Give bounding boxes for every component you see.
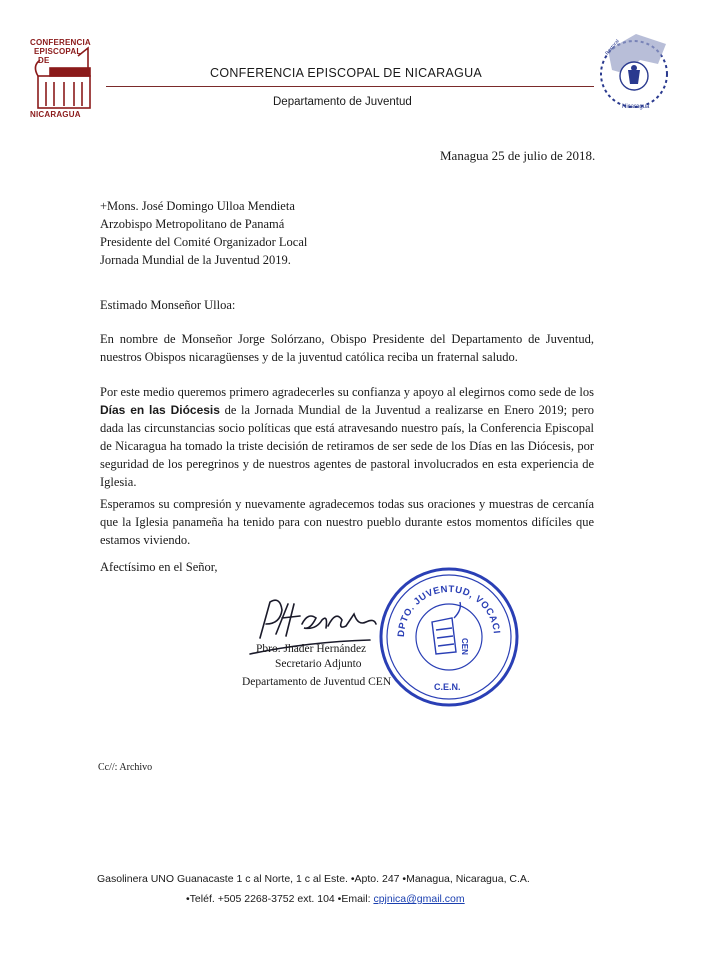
- carbon-copy-note: Cc//: Archivo: [98, 762, 153, 773]
- signer-department: Departamento de Juventud CEN: [242, 676, 392, 688]
- recipient-line-2: Arzobispo Metropolitano de Panamá: [100, 217, 285, 231]
- footer-phone: •Teléf. +505 2268-3752 ext. 104 •Email:: [186, 893, 374, 905]
- paragraph-2-start: Por este medio queremos primero agradecerles su confianza y apoyo al elegirnos como sede de los: [100, 385, 594, 399]
- stamp-side-text: CEN: [460, 638, 469, 655]
- youth-ministry-seal-icon: [596, 30, 672, 116]
- episcopal-conference-logo: [30, 38, 96, 120]
- letter-date: Managua 25 de julio de 2018.: [440, 148, 596, 163]
- signer-name: Pbro. Jhader Hernández: [256, 643, 367, 655]
- footer-email-link[interactable]: cpjnica@gmail.com: [373, 893, 465, 905]
- logo-text-line-4: NICARAGUA: [30, 110, 81, 119]
- footer-address: Gasolinera UNO Guanacaste 1 c al Norte, 1 c al Este. •Apto. 247 •Managua, Nicaragua, C.A.: [97, 873, 530, 885]
- body-paragraph-1: En nombre de Monseñor Jorge Solórzano, Obispo Presidente del Departamento de Juventud, nuestros Obispos nicaragüenses y de la juventud católica reciba un fraternal saludo.: [100, 332, 594, 364]
- department-stamp: [374, 562, 524, 712]
- recipient-line-4: Jornada Mundial de la Juventud 2019.: [100, 253, 291, 267]
- youth-ministry-seal: [596, 30, 672, 116]
- salutation: Estimado Monseñor Ulloa:: [100, 298, 236, 312]
- footer-contact: [186, 893, 465, 905]
- recipient-line-3: Presidente del Comité Organizador Local: [100, 235, 308, 249]
- stamp-seal-icon: [374, 562, 524, 712]
- logo-text-line-1: CONFERENCIA: [30, 38, 91, 47]
- seal-text-pastoral: Pastoral: [604, 38, 621, 57]
- logo-text-line-2: EPISCOPAL: [34, 47, 82, 56]
- stamp-bottom-text: C.E.N.: [434, 682, 461, 692]
- body-paragraph-2: [100, 383, 594, 491]
- recipient-line-1: +Mons. José Domingo Ulloa Mendieta: [100, 199, 295, 213]
- letterhead-department: Departamento de Juventud: [273, 96, 412, 108]
- recipient-block: [100, 197, 307, 269]
- logo-text-line-3: DE: [38, 56, 50, 65]
- stamp-ring-text: DPTO. JUVENTUD, VOCACI: [395, 583, 502, 638]
- body-paragraph-3: Esperamos su compresión y nuevamente agradecemos todas sus oraciones y muestras de cercanía que la Iglesia panameña ha tenido para con nuestro pueblo durante estos momentos difíciles que estamos viviendo.: [100, 497, 594, 547]
- complimentary-close: Afectísimo en el Señor,: [100, 560, 218, 574]
- letterhead-title: CONFERENCIA EPISCOPAL DE NICARAGUA: [210, 66, 483, 80]
- paragraph-2-end: de la Jornada Mundial de la Juventud a realizarse en Enero 2019; pero dada las circunstancias socio políticas que está atravesando nuestro país, la Conferencia Episcopal de Nicaragua ha tomado la triste decisión de retiramos de ser sede de los Días en las Diócesis, por seguridad de los peregrinos y de nuestros agentes de pastoral involucrados en esta experiencia de Iglesia.: [100, 403, 594, 489]
- paragraph-2-emphasis: Días en las Diócesis: [100, 403, 220, 417]
- signer-role: Secretario Adjunto: [275, 658, 362, 670]
- seal-text-nicaragua: Nicaragua: [622, 104, 650, 110]
- letterhead-divider: [106, 86, 594, 87]
